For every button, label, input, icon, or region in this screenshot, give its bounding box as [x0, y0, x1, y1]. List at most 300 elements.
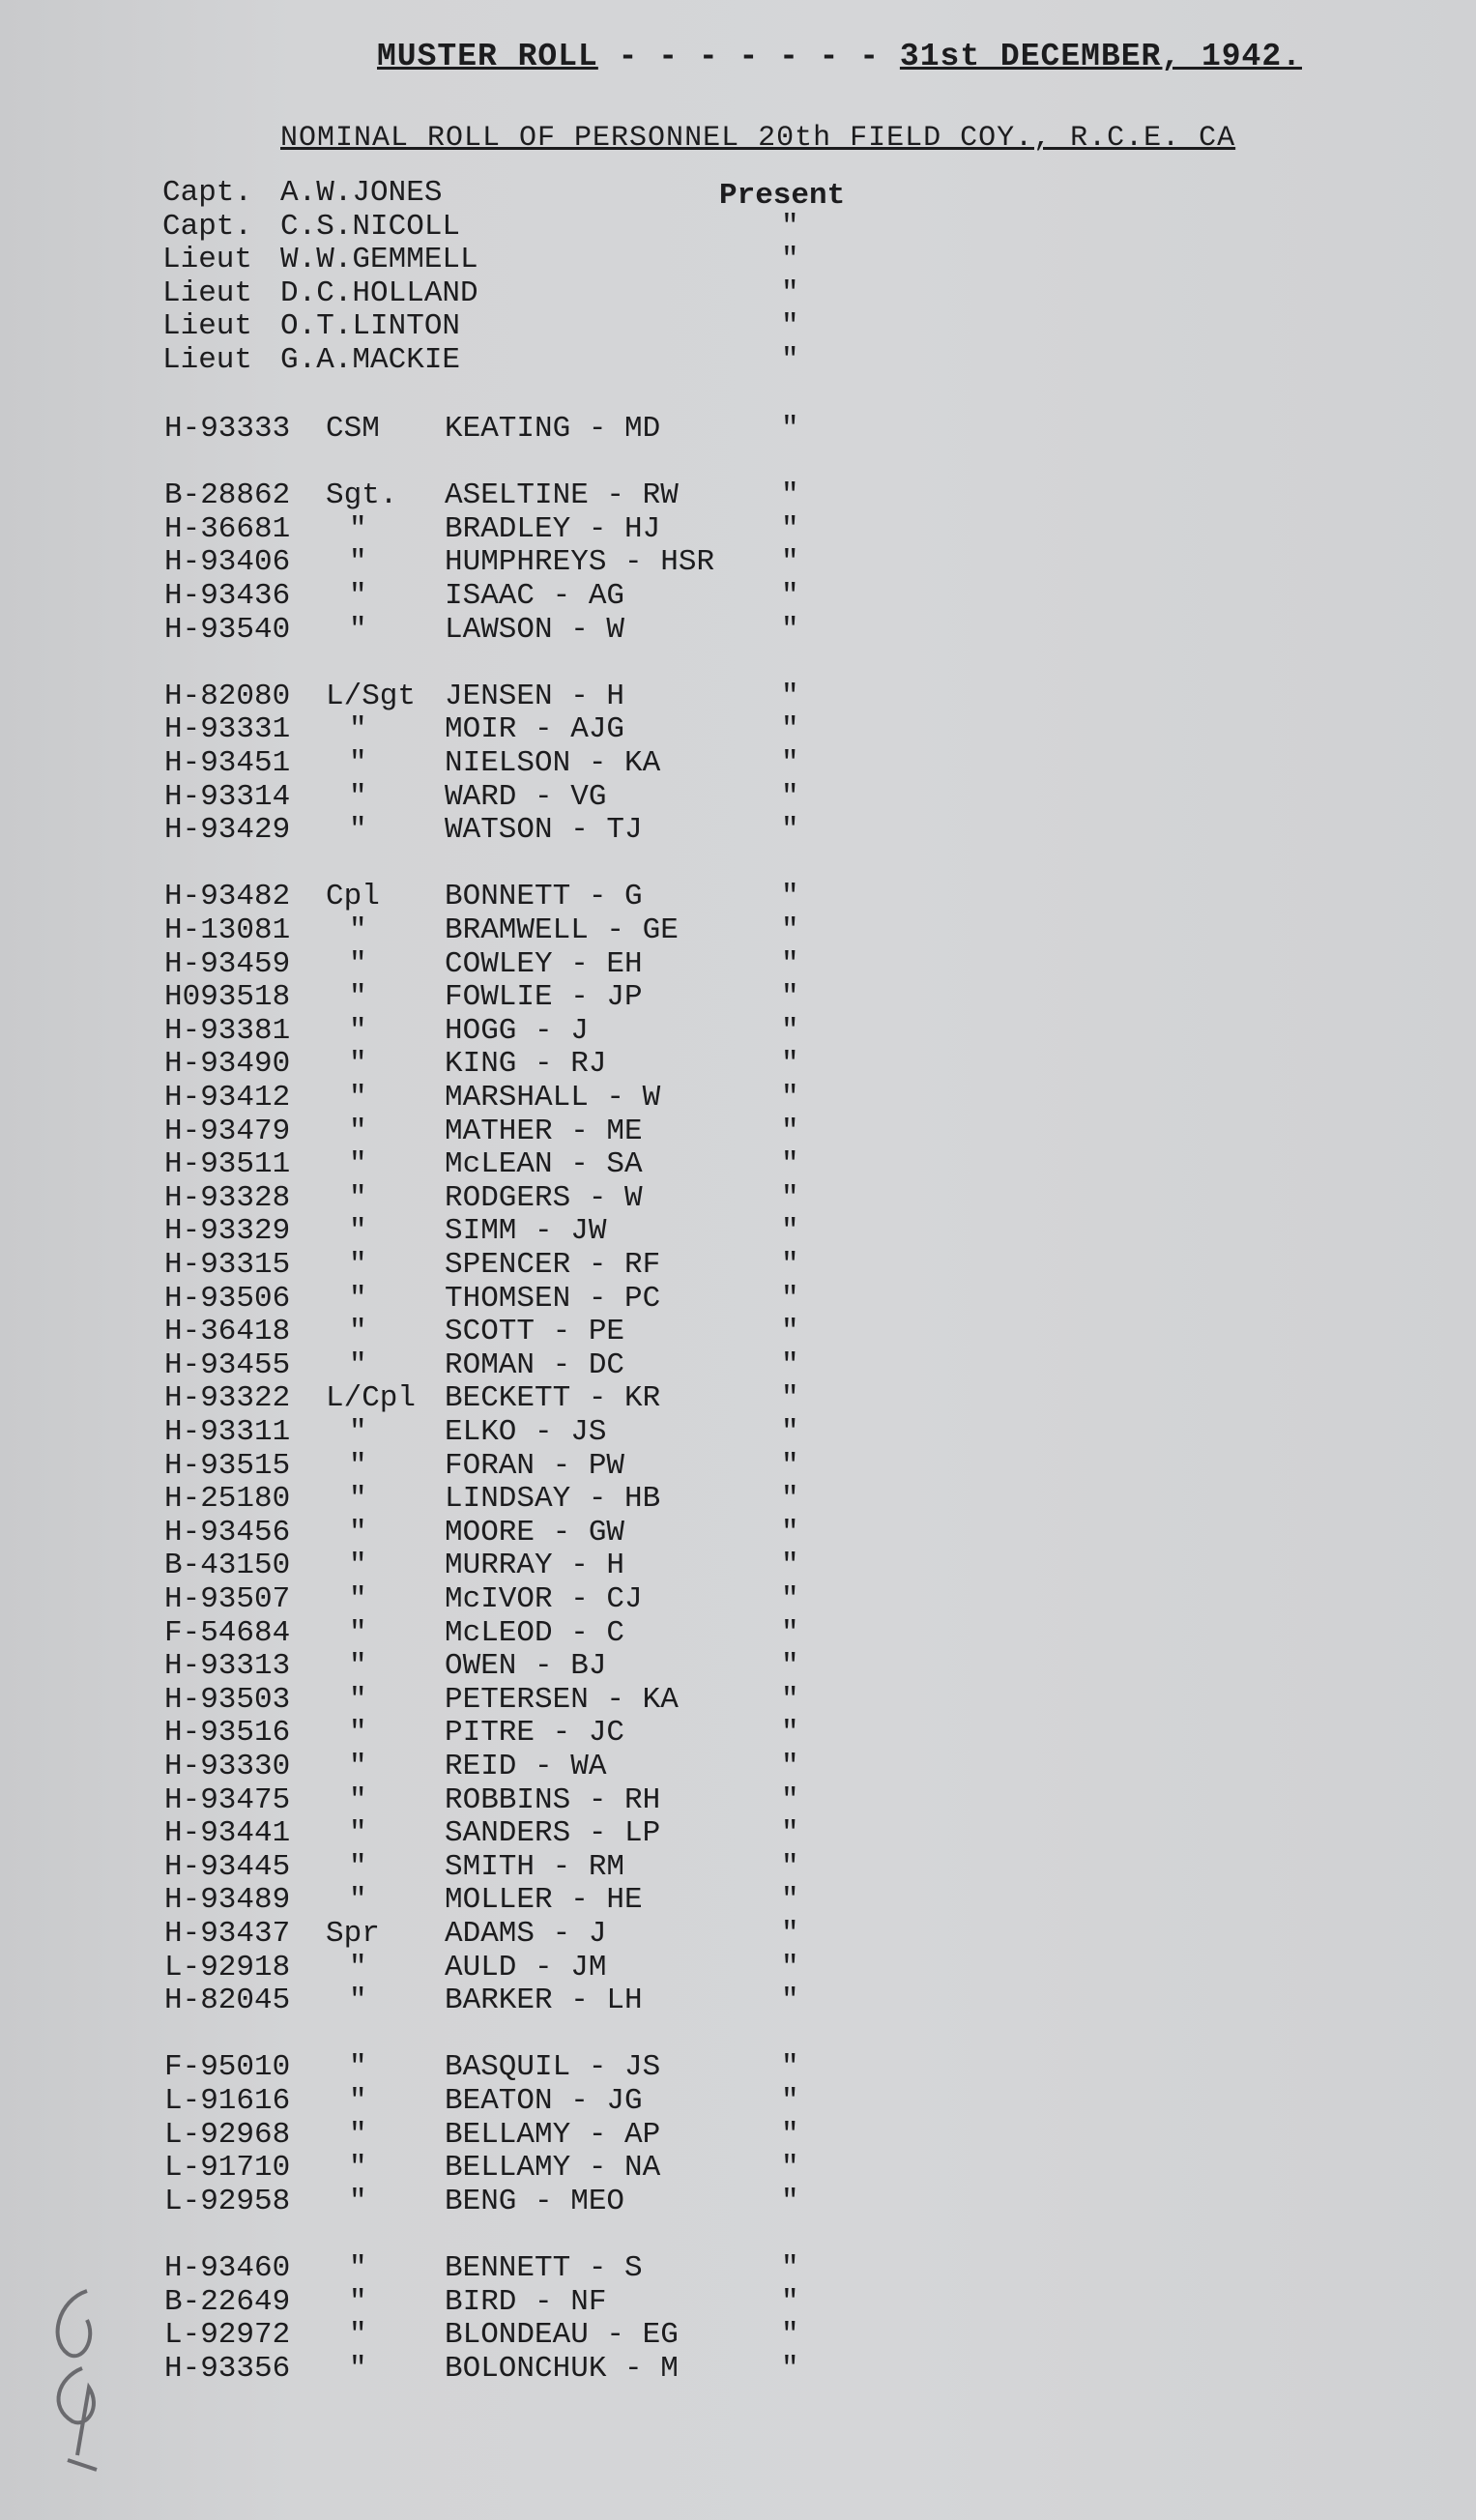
member-name: OWEN - BJ: [445, 1649, 607, 1684]
rank: Sgt.: [326, 478, 398, 513]
handwritten-initials: [29, 2262, 126, 2484]
title-label: MUSTER ROLL: [377, 39, 598, 74]
service-number: H-82045: [164, 1984, 291, 2018]
rank: ": [349, 1147, 367, 1182]
member-name: NIELSON - KA: [445, 746, 661, 780]
personnel-row: [0, 1952, 1476, 1984]
personnel-row: [0, 1115, 1476, 1148]
rank: ": [349, 1782, 367, 1817]
rank: ": [349, 511, 367, 546]
service-number: H-93328: [164, 1180, 291, 1215]
personnel-row: [0, 2051, 1476, 2084]
rank: ": [349, 1315, 367, 1349]
service-number: H-93515: [164, 1448, 291, 1483]
rank: ": [349, 813, 367, 848]
officer-status: ": [781, 309, 799, 343]
member-name: BENNETT - S: [445, 2251, 643, 2285]
service-number: H-93516: [164, 1716, 291, 1751]
rank: Cpl: [326, 880, 380, 914]
service-number: H-93441: [164, 1816, 291, 1851]
officer-status: ": [781, 243, 799, 276]
present-status: ": [781, 1214, 799, 1249]
rank: ": [349, 2284, 367, 2319]
title-date: 31st DECEMBER, 1942.: [899, 39, 1302, 74]
service-number: F-54684: [164, 1615, 291, 1650]
officer-row: [0, 310, 1476, 343]
personnel-row: [0, 513, 1476, 546]
service-number: H-93455: [164, 1347, 291, 1382]
personnel-row: [0, 2119, 1476, 2152]
rank: CSM: [326, 412, 380, 446]
personnel-row: [0, 546, 1476, 579]
title-dashes: - - - - - - -: [597, 39, 900, 74]
member-name: REID - WA: [445, 1750, 607, 1783]
service-number: H-36418: [164, 1315, 291, 1349]
service-number: H-93313: [164, 1649, 291, 1684]
personnel-row: [0, 914, 1476, 947]
member-name: WATSON - TJ: [445, 813, 643, 848]
rank: ": [349, 913, 367, 947]
rank: ": [349, 2184, 367, 2218]
personnel-row: [0, 1215, 1476, 1248]
present-status: ": [781, 1682, 799, 1717]
member-name: BELLAMY - AP: [445, 2117, 661, 2152]
rank: ": [349, 2351, 367, 2386]
officer-rank: Lieut: [162, 243, 253, 276]
service-number: H-93333: [164, 412, 291, 446]
status-column-heading: Present: [719, 179, 846, 213]
officer-rank: Lieut: [162, 309, 253, 343]
member-name: ROMAN - DC: [445, 1347, 625, 1382]
member-name: WARD - VG: [445, 779, 607, 814]
officer-rank: Capt.: [162, 176, 253, 210]
rank: L/Sgt: [326, 679, 417, 713]
rank: ": [349, 1816, 367, 1851]
personnel-row: [0, 1450, 1476, 1483]
service-number: H093518: [164, 980, 291, 1015]
member-name: BASQUIL - JS: [445, 2050, 661, 2085]
personnel-row: [0, 1382, 1476, 1415]
rank: ": [349, 1682, 367, 1717]
member-name: McLEOD - C: [445, 1615, 625, 1650]
rank: ": [349, 1347, 367, 1382]
present-status: ": [781, 913, 799, 947]
service-number: H-93381: [164, 1013, 291, 1048]
personnel-row: [0, 2252, 1476, 2285]
officer-name: D.C.HOLLAND: [280, 275, 478, 310]
member-name: BRAMWELL - GE: [445, 913, 679, 947]
service-number: L-92958: [164, 2184, 291, 2218]
present-status: ": [781, 1716, 799, 1751]
service-number: H-93503: [164, 1682, 291, 1717]
member-name: MURRAY - H: [445, 1549, 625, 1583]
present-status: ": [781, 1615, 799, 1650]
rank: ": [349, 980, 367, 1015]
service-number: L-92968: [164, 2117, 291, 2152]
present-status: ": [781, 1415, 799, 1449]
present-status: ": [781, 779, 799, 814]
personnel-row: [0, 1984, 1476, 2017]
member-name: PETERSEN - KA: [445, 1682, 679, 1717]
officer-name: G.A.MACKIE: [280, 342, 461, 377]
rank: ": [349, 2151, 367, 2186]
present-status: ": [781, 1013, 799, 1048]
personnel-row: [0, 2353, 1476, 2386]
rank: ": [349, 1515, 367, 1550]
officer-row: [0, 211, 1476, 244]
personnel-row: [0, 747, 1476, 780]
officer-name: C.S.NICOLL: [280, 209, 461, 244]
rank: ": [349, 712, 367, 747]
member-name: BELLAMY - NA: [445, 2151, 661, 2186]
rank: ": [349, 2318, 367, 2353]
service-number: H-93356: [164, 2351, 291, 2386]
present-status: ": [781, 1582, 799, 1616]
personnel-row: [0, 681, 1476, 713]
officer-row: [0, 177, 1476, 210]
rank: ": [349, 1248, 367, 1282]
service-number: H-36681: [164, 511, 291, 546]
rank: L/Cpl: [326, 1381, 417, 1416]
personnel-row: [0, 1817, 1476, 1850]
personnel-row: [0, 1583, 1476, 1616]
personnel-row: [0, 1617, 1476, 1650]
rank: ": [349, 579, 367, 613]
personnel-row: [0, 1015, 1476, 1048]
officer-row: [0, 277, 1476, 310]
member-name: FOWLIE - JP: [445, 980, 643, 1015]
personnel-row: [0, 614, 1476, 647]
document-title: [377, 39, 1302, 74]
member-name: BARKER - LH: [445, 1984, 643, 2018]
rank: ": [349, 1582, 367, 1616]
rank: ": [349, 1716, 367, 1751]
member-name: SCOTT - PE: [445, 1315, 625, 1349]
present-status: ": [781, 545, 799, 580]
rank: ": [349, 1549, 367, 1583]
service-number: H-93329: [164, 1214, 291, 1249]
personnel-row: [0, 1048, 1476, 1081]
member-name: THOMSEN - PC: [445, 1281, 661, 1316]
present-status: ": [781, 1281, 799, 1316]
present-status: ": [781, 1750, 799, 1783]
present-status: ": [781, 1081, 799, 1115]
present-status: ": [781, 813, 799, 848]
personnel-row: [0, 981, 1476, 1014]
rank: ": [349, 1615, 367, 1650]
personnel-row: [0, 1784, 1476, 1817]
service-number: H-93460: [164, 2251, 291, 2285]
service-number: H-93315: [164, 1248, 291, 1282]
present-status: ": [781, 880, 799, 914]
service-number: H-13081: [164, 913, 291, 947]
present-status: ": [781, 1917, 799, 1951]
personnel-row: [0, 2152, 1476, 2185]
member-name: ISAAC - AG: [445, 579, 625, 613]
rank: ": [349, 612, 367, 647]
rank: ": [349, 1415, 367, 1449]
present-status: ": [781, 2318, 799, 2353]
service-number: H-93479: [164, 1114, 291, 1148]
rank: ": [349, 1883, 367, 1918]
service-number: H-93314: [164, 779, 291, 814]
personnel-row: [0, 2085, 1476, 2118]
service-number: H-93482: [164, 880, 291, 914]
personnel-row: [0, 1884, 1476, 1917]
present-status: ": [781, 2184, 799, 2218]
member-name: MARSHALL - W: [445, 1081, 661, 1115]
officer-row: [0, 344, 1476, 377]
personnel-row: [0, 1717, 1476, 1750]
present-status: ": [781, 2251, 799, 2285]
present-status: ": [781, 1649, 799, 1684]
service-number: H-93511: [164, 1147, 291, 1182]
service-number: H-93330: [164, 1750, 291, 1783]
member-name: McLEAN - SA: [445, 1147, 643, 1182]
rank: ": [349, 1013, 367, 1048]
present-status: ": [781, 1248, 799, 1282]
service-number: L-91616: [164, 2084, 291, 2118]
rank: ": [349, 2050, 367, 2085]
service-number: H-93331: [164, 712, 291, 747]
service-number: H-93540: [164, 612, 291, 647]
service-number: H-93451: [164, 746, 291, 780]
personnel-row: [0, 881, 1476, 913]
member-name: SMITH - RM: [445, 1849, 625, 1884]
personnel-row: [0, 713, 1476, 746]
member-name: FORAN - PW: [445, 1448, 625, 1483]
member-name: BONNETT - G: [445, 880, 643, 914]
officer-rank: Lieut: [162, 275, 253, 310]
personnel-row: [0, 1650, 1476, 1683]
service-number: H-25180: [164, 1482, 291, 1517]
present-status: ": [781, 2151, 799, 2186]
member-name: BENG - MEO: [445, 2184, 625, 2218]
rank: ": [349, 1849, 367, 1884]
officer-rank: Capt.: [162, 209, 253, 244]
present-status: ": [781, 1047, 799, 1082]
personnel-row: [0, 413, 1476, 446]
present-status: ": [781, 1782, 799, 1817]
present-status: ": [781, 1984, 799, 2018]
present-status: ": [781, 2284, 799, 2319]
personnel-row: [0, 814, 1476, 847]
personnel-row: [0, 1349, 1476, 1382]
rank: ": [349, 545, 367, 580]
personnel-row: [0, 580, 1476, 613]
service-number: H-93437: [164, 1917, 291, 1951]
present-status: ": [781, 1482, 799, 1517]
member-name: SPENCER - RF: [445, 1248, 661, 1282]
rank: ": [349, 1281, 367, 1316]
present-status: ": [781, 746, 799, 780]
present-status: ": [781, 980, 799, 1015]
service-number: H-93456: [164, 1515, 291, 1550]
rank: ": [349, 2084, 367, 2118]
personnel-row: [0, 1249, 1476, 1282]
officer-name: A.W.JONES: [280, 176, 443, 210]
present-status: ": [781, 2084, 799, 2118]
personnel-row: [0, 479, 1476, 512]
member-name: SANDERS - LP: [445, 1816, 661, 1851]
service-number: H-93311: [164, 1415, 291, 1449]
service-number: H-93412: [164, 1081, 291, 1115]
member-name: HOGG - J: [445, 1013, 589, 1048]
officer-name: O.T.LINTON: [280, 309, 461, 343]
present-status: ": [781, 2050, 799, 2085]
member-name: MATHER - ME: [445, 1114, 643, 1148]
rank: ": [349, 2251, 367, 2285]
member-name: PITRE - JC: [445, 1716, 625, 1751]
present-status: ": [781, 412, 799, 446]
rank: ": [349, 1448, 367, 1483]
officer-status: ": [781, 275, 799, 310]
personnel-row: [0, 1483, 1476, 1516]
officer-row: [0, 244, 1476, 276]
present-status: ": [781, 1180, 799, 1215]
member-name: BRADLEY - HJ: [445, 511, 661, 546]
present-status: ": [781, 1347, 799, 1382]
personnel-row: [0, 781, 1476, 814]
rank: ": [349, 1649, 367, 1684]
present-status: ": [781, 2117, 799, 2152]
member-name: ROBBINS - RH: [445, 1782, 661, 1817]
personnel-row: [0, 2186, 1476, 2218]
present-status: ": [781, 1549, 799, 1583]
present-status: ": [781, 1315, 799, 1349]
present-status: ": [781, 1448, 799, 1483]
member-name: KEATING - MD: [445, 412, 661, 446]
present-status: ": [781, 511, 799, 546]
rank: ": [349, 946, 367, 981]
rank: ": [349, 1047, 367, 1082]
member-name: BIRD - NF: [445, 2284, 607, 2319]
personnel-row: [0, 1082, 1476, 1115]
member-name: ELKO - JS: [445, 1415, 607, 1449]
member-name: BECKETT - KR: [445, 1381, 661, 1416]
rank: ": [349, 1214, 367, 1249]
member-name: AULD - JM: [445, 1950, 607, 1984]
member-name: BLONDEAU - EG: [445, 2318, 679, 2353]
personnel-row: [0, 1316, 1476, 1348]
personnel-row: [0, 1550, 1476, 1582]
member-name: LAWSON - W: [445, 612, 625, 647]
rank: Spr: [326, 1917, 380, 1951]
document-subtitle: NOMINAL ROLL OF PERSONNEL 20th FIELD COY., R.C.E. CA: [280, 122, 1236, 155]
member-name: McIVOR - CJ: [445, 1582, 643, 1616]
service-number: B-22649: [164, 2284, 291, 2319]
service-number: H-93489: [164, 1883, 291, 1918]
service-number: H-93459: [164, 946, 291, 981]
present-status: ": [781, 946, 799, 981]
service-number: H-93490: [164, 1047, 291, 1082]
personnel-row: [0, 2319, 1476, 2352]
service-number: H-93507: [164, 1582, 291, 1616]
service-number: H-93445: [164, 1849, 291, 1884]
rank: ": [349, 1482, 367, 1517]
service-number: F-95010: [164, 2050, 291, 2085]
rank: ": [349, 1081, 367, 1115]
member-name: BEATON - JG: [445, 2084, 643, 2118]
member-name: ASELTINE - RW: [445, 478, 679, 513]
personnel-row: [0, 948, 1476, 981]
member-name: MOLLER - HE: [445, 1883, 643, 1918]
rank: ": [349, 1750, 367, 1783]
personnel-row: [0, 1851, 1476, 1884]
service-number: B-28862: [164, 478, 291, 513]
personnel-row: [0, 1684, 1476, 1717]
rank: ": [349, 1984, 367, 2018]
service-number: H-93506: [164, 1281, 291, 1316]
officer-status: ": [781, 342, 799, 377]
present-status: ": [781, 1883, 799, 1918]
service-number: L-91710: [164, 2151, 291, 2186]
personnel-row: [0, 1751, 1476, 1783]
rank: ": [349, 1950, 367, 1984]
officer-rank: Lieut: [162, 342, 253, 377]
present-status: ": [781, 712, 799, 747]
member-name: COWLEY - EH: [445, 946, 643, 981]
present-status: ": [781, 2351, 799, 2386]
present-status: ": [781, 1114, 799, 1148]
personnel-row: [0, 1148, 1476, 1181]
member-name: SIMM - JW: [445, 1214, 607, 1249]
service-number: H-93322: [164, 1381, 291, 1416]
rank: ": [349, 746, 367, 780]
member-name: RODGERS - W: [445, 1180, 643, 1215]
present-status: ": [781, 1950, 799, 1984]
present-status: ": [781, 1381, 799, 1416]
personnel-row: [0, 1416, 1476, 1449]
present-status: ": [781, 679, 799, 713]
service-number: H-93429: [164, 813, 291, 848]
member-name: BOLONCHUK - M: [445, 2351, 679, 2386]
present-status: ": [781, 1816, 799, 1851]
rank: ": [349, 2117, 367, 2152]
present-status: ": [781, 1515, 799, 1550]
member-name: HUMPHREYS - HSR: [445, 545, 715, 580]
personnel-row: [0, 1517, 1476, 1550]
present-status: ": [781, 478, 799, 513]
service-number: B-43150: [164, 1549, 291, 1583]
rank: ": [349, 1180, 367, 1215]
service-number: H-93406: [164, 545, 291, 580]
personnel-row: [0, 2286, 1476, 2319]
rank: ": [349, 779, 367, 814]
present-status: ": [781, 612, 799, 647]
member-name: JENSEN - H: [445, 679, 625, 713]
personnel-row: [0, 1182, 1476, 1215]
service-number: H-93436: [164, 579, 291, 613]
present-status: ": [781, 579, 799, 613]
member-name: MOIR - AJG: [445, 712, 625, 747]
member-name: MOORE - GW: [445, 1515, 625, 1550]
personnel-row: [0, 1918, 1476, 1951]
officer-status: ": [781, 209, 799, 244]
rank: ": [349, 1114, 367, 1148]
present-status: ": [781, 1147, 799, 1182]
personnel-row: [0, 1283, 1476, 1316]
officer-name: W.W.GEMMELL: [280, 243, 478, 276]
present-status: ": [781, 1849, 799, 1884]
member-name: LINDSAY - HB: [445, 1482, 661, 1517]
member-name: ADAMS - J: [445, 1917, 607, 1951]
service-number: L-92918: [164, 1950, 291, 1984]
service-number: H-82080: [164, 679, 291, 713]
member-name: KING - RJ: [445, 1047, 607, 1082]
service-number: H-93475: [164, 1782, 291, 1817]
service-number: L-92972: [164, 2318, 291, 2353]
